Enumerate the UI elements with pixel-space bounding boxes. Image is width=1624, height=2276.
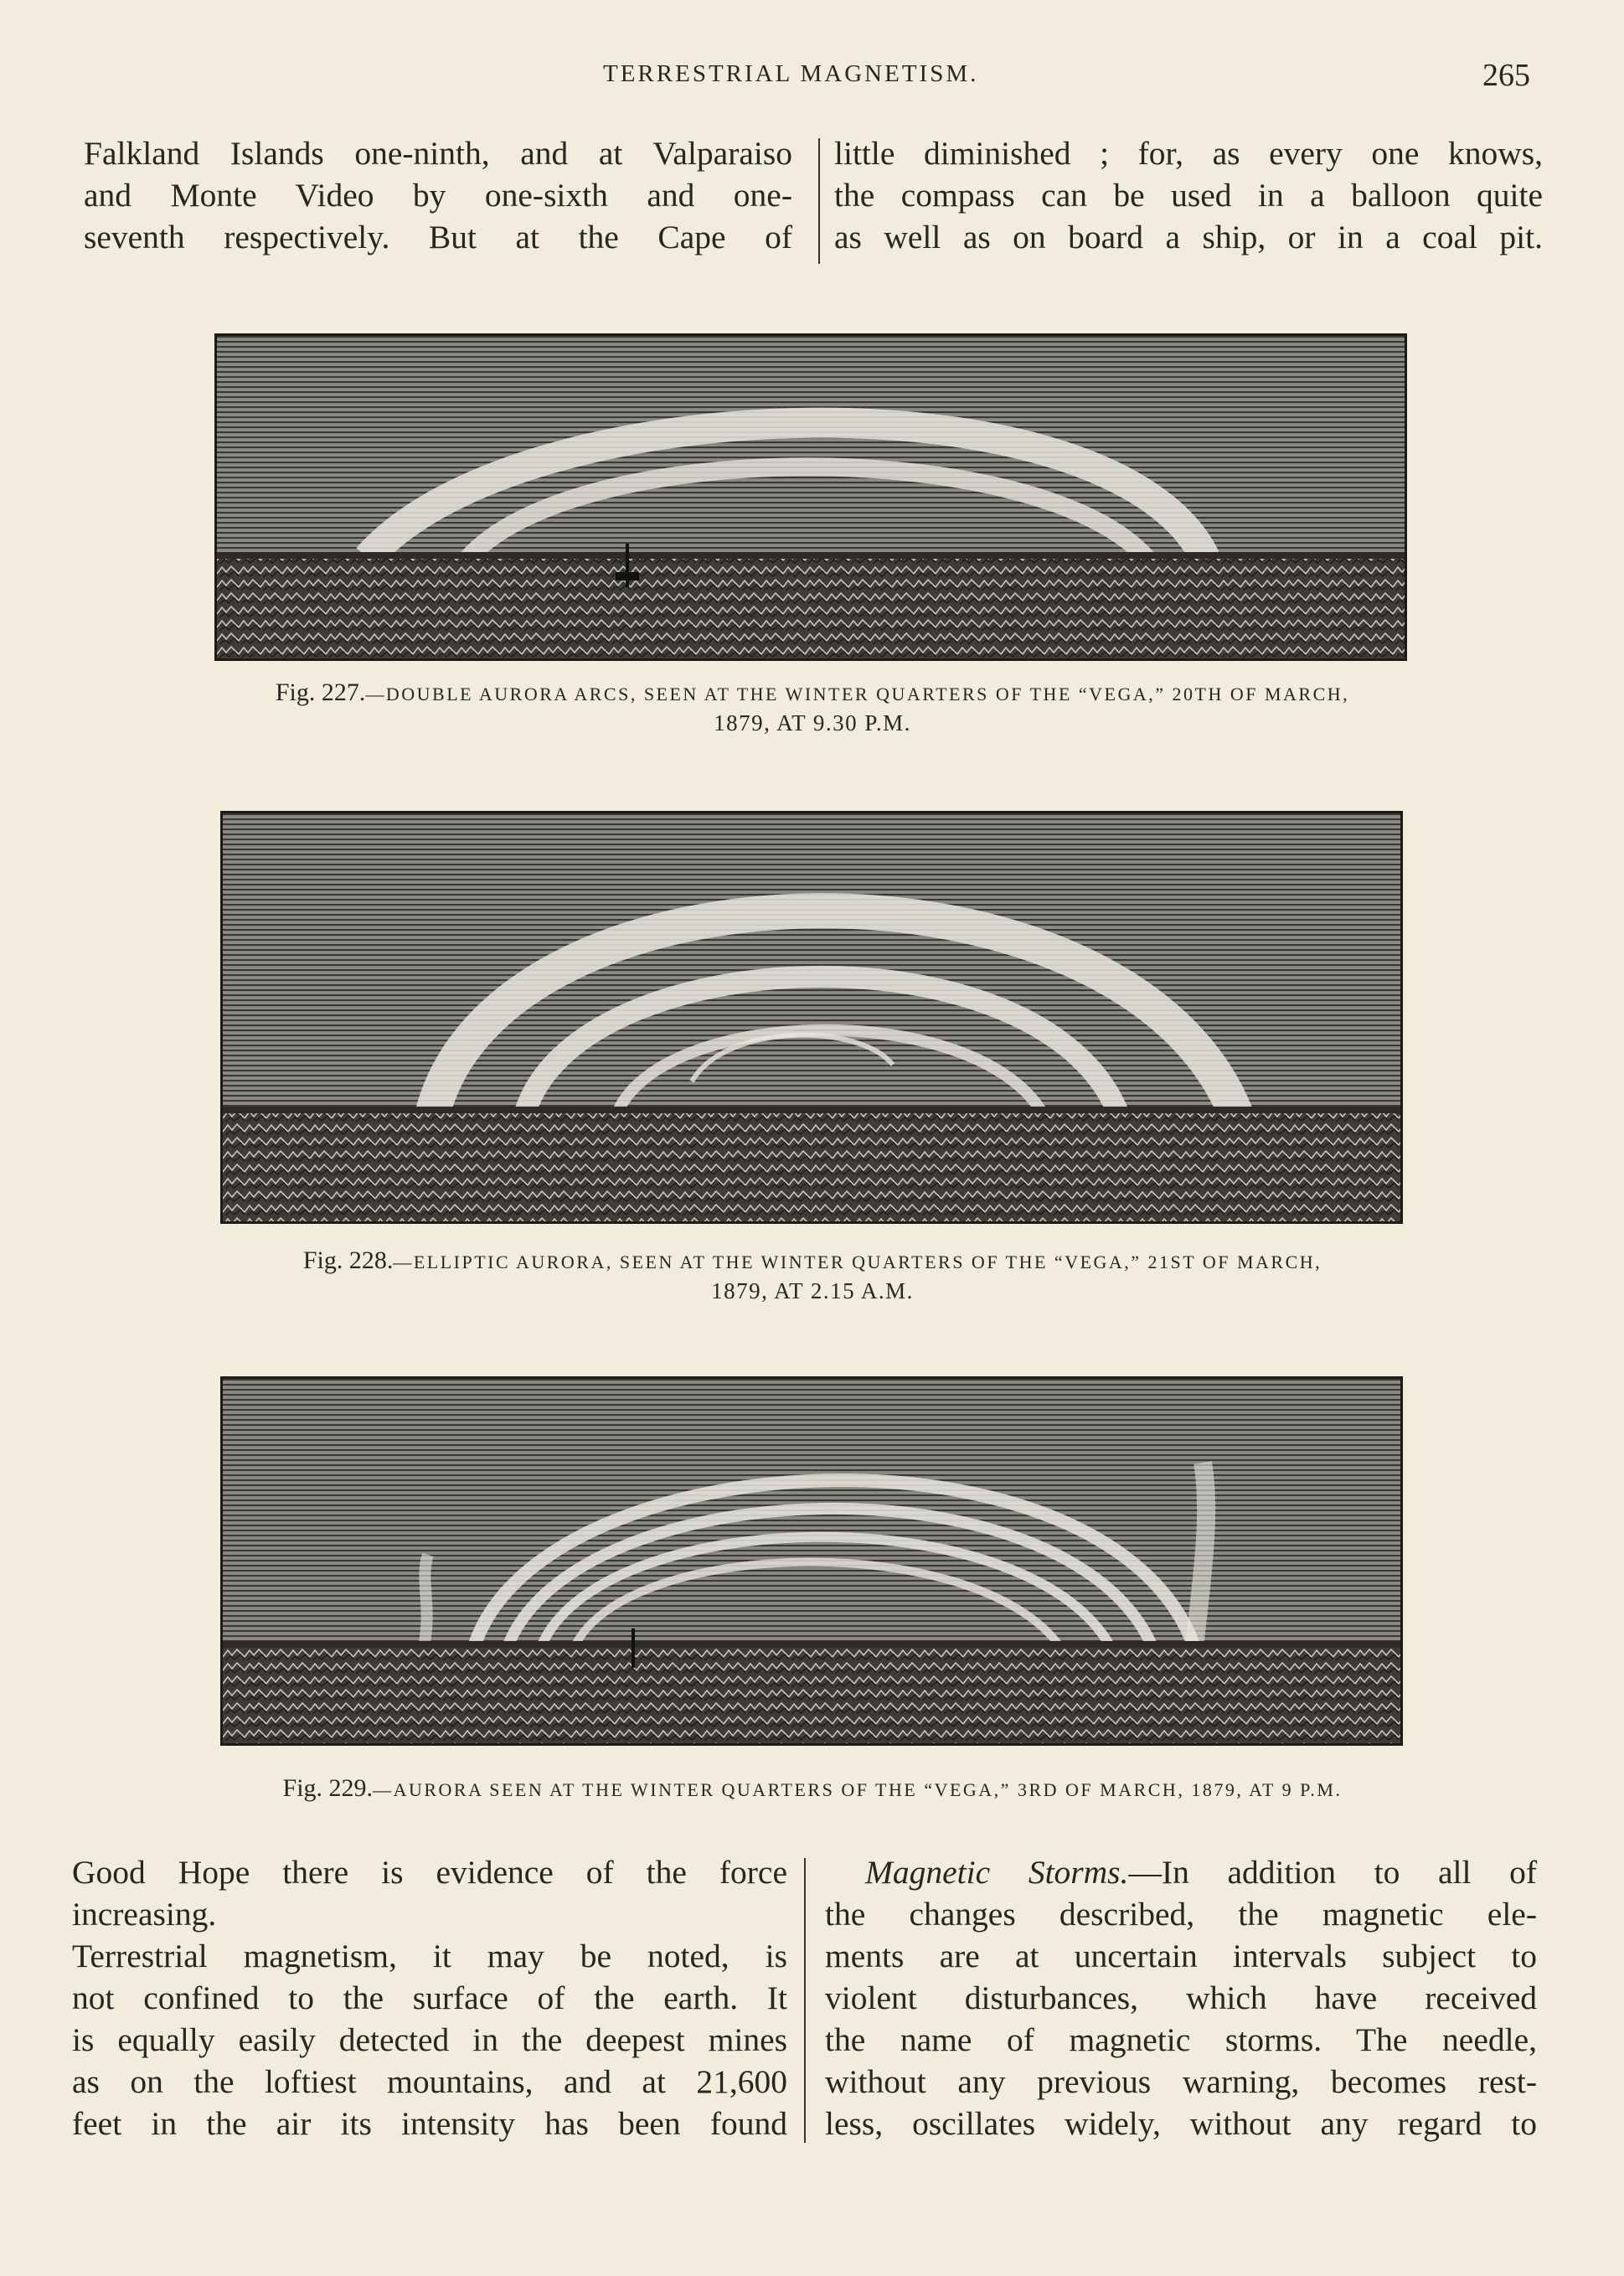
text-line: and Monte Video by one-sixth and one- xyxy=(84,177,792,214)
text-line: feet in the air its intensity has been found xyxy=(72,2105,787,2142)
figure-229-caption xyxy=(126,1774,1499,1803)
running-head-title: TERRESTRIAL MAGNETISM. xyxy=(603,60,979,87)
text-line: little diminished ; for, as every one knows, xyxy=(834,135,1543,172)
text-line: seventh respectively. But at the Cape of xyxy=(84,219,792,255)
figure-227-engraving xyxy=(214,333,1407,661)
column-rule xyxy=(804,1858,806,2143)
caption-text: —AURORA SEEN AT THE WINTER QUARTERS OF THE “VEGA,” 3RD OF MARCH, 1879, AT 9 P.M. xyxy=(373,1779,1343,1800)
top-right-column xyxy=(834,132,1543,258)
text-line: less, oscillates widely, without any regard to xyxy=(825,2105,1537,2142)
text-line xyxy=(825,1851,1537,1893)
text-line: violent disturbances, which have received xyxy=(825,1979,1537,2016)
figure-227-caption xyxy=(126,679,1499,736)
top-left-column xyxy=(84,132,792,258)
caption-text-line2: 1879, AT 2.15 A.M. xyxy=(711,1278,914,1303)
text-line: not confined to the surface of the earth. It xyxy=(72,1979,787,2016)
caption-text-line2: 1879, AT 9.30 P.M. xyxy=(714,710,911,735)
text-line: Good Hope there is evidence of the force xyxy=(72,1854,787,1891)
caption-text: —ELLIPTIC AURORA, SEEN AT THE WINTER QUARTERS OF THE “VEGA,” 21ST OF MARCH, xyxy=(393,1252,1322,1272)
text-line: ments are at uncertain intervals subject to xyxy=(825,1938,1537,1974)
figure-number: Fig. 229. xyxy=(282,1774,374,1802)
text-line: the name of magnetic storms. The needle, xyxy=(825,2021,1537,2058)
text-line: the changes described, the magnetic ele- xyxy=(825,1896,1537,1933)
text-line: as well as on board a ship, or in a coal pit. xyxy=(834,219,1543,255)
column-rule xyxy=(818,138,820,264)
text-fragment: —In addition to all of xyxy=(1128,1854,1537,1891)
text-line: as on the loftiest mountains, and at 21,600 xyxy=(72,2063,787,2100)
bottom-left-column xyxy=(72,1851,787,2144)
figure-228-caption xyxy=(126,1246,1499,1304)
text-line: Falkland Islands one-ninth, and at Valparaiso xyxy=(84,135,792,172)
figure-229-engraving xyxy=(220,1376,1403,1746)
text-line: without any previous warning, becomes rest- xyxy=(825,2063,1537,2100)
section-heading: Magnetic Storms. xyxy=(865,1854,1129,1891)
text-line: increasing. xyxy=(72,1896,217,1933)
figure-number: Fig. 228. xyxy=(302,1246,394,1274)
text-line: Terrestrial magnetism, it may be noted, is xyxy=(72,1938,787,1974)
page-number: 265 xyxy=(1482,58,1530,93)
text-line: the compass can be used in a balloon quite xyxy=(834,177,1543,214)
caption-text: —DOUBLE AURORA ARCS, SEEN AT THE WINTER QUARTERS OF THE “VEGA,” 20TH OF MARCH, xyxy=(365,684,1350,704)
figure-number: Fig. 227. xyxy=(275,679,366,706)
text-line: is equally easily detected in the deepest mines xyxy=(72,2021,787,2058)
bottom-right-column xyxy=(825,1851,1537,2144)
figure-228-engraving xyxy=(220,811,1403,1224)
